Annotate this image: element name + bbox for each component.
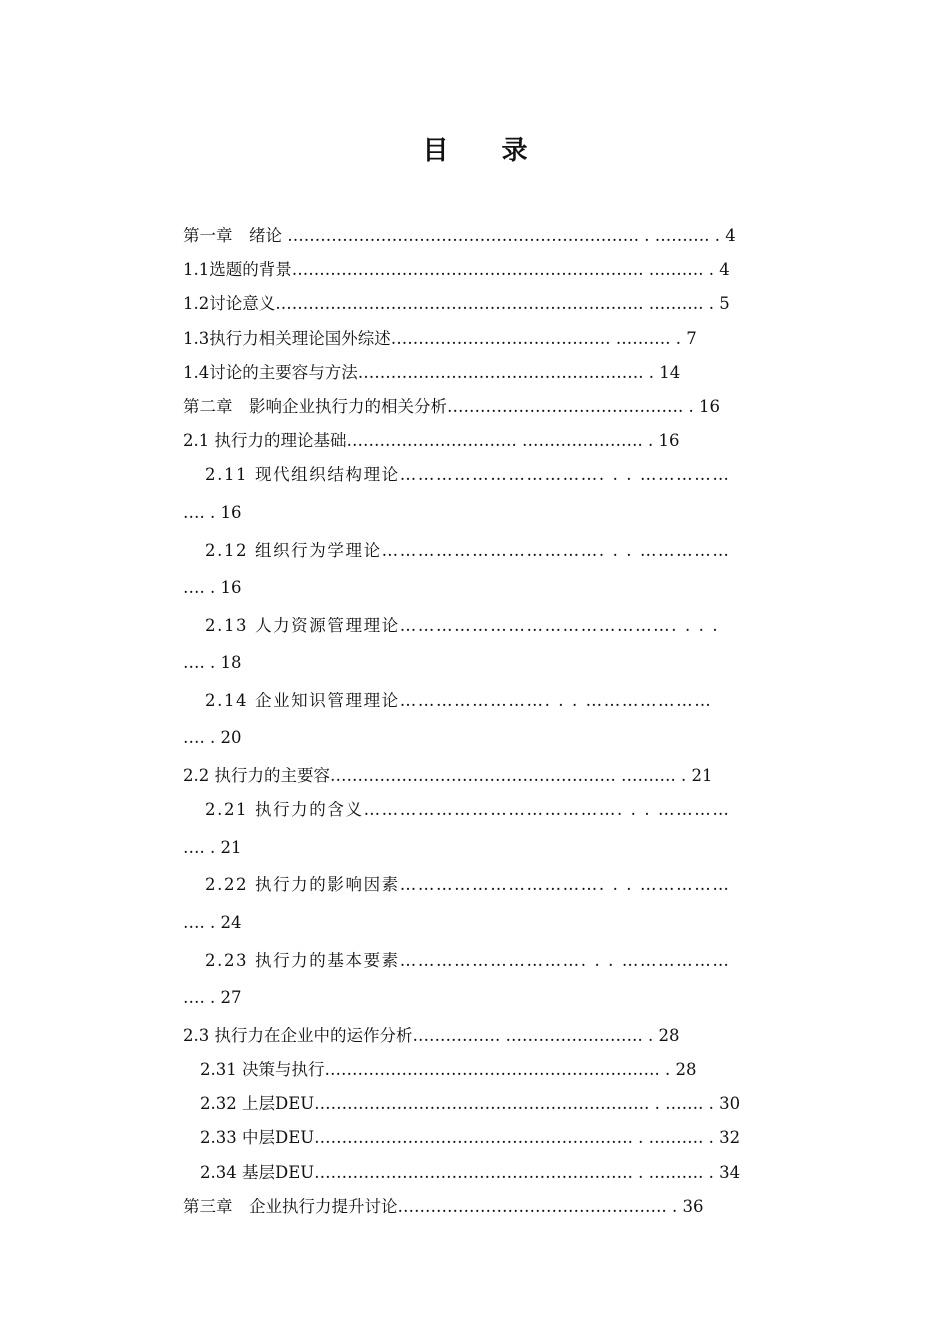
toc-entry-1-1[interactable]: 1.1选题的背景………………………………………………………. ………. . 4: [183, 260, 730, 280]
toc-entry-2-12[interactable]: 2.12 组织行为学理论………………………………. . . ……………: [205, 540, 731, 560]
toc-entry-chapter-1[interactable]: 第一章 绪论 ………………………………………………………. . ………. . 4: [183, 226, 736, 245]
table-of-contents: [183, 222, 805, 1227]
toc-entry-2-31[interactable]: 2.31 决策与执行……………………………………………………. . 28: [200, 1060, 697, 1079]
toc-entry-2-34[interactable]: 2.34 基层DEU…………………………………………………. . ………. . 34: [200, 1162, 741, 1182]
toc-entry-2-13-page: …. . 18: [183, 653, 242, 673]
toc-entry-2-14[interactable]: 2.14 企业知识管理理论……………………. . . …………………: [205, 690, 713, 710]
toc-entry-1-4[interactable]: 1.4讨论的主要容与方法……………………………………………. . 14: [183, 362, 681, 382]
toc-entry-2-23[interactable]: 2.23 执行力的基本要素…………………………. . . ………………: [205, 950, 731, 970]
toc-entry-2-1[interactable]: 2.1 执行力的理论基础…………………………. …………………. . 16: [183, 431, 680, 451]
toc-entry-1-2[interactable]: 1.2讨论意义…………………………………………………………. ………. . 5: [183, 294, 730, 314]
toc-entry-2-21[interactable]: 2.21 执行力的含义……………………………………. . . …………: [205, 800, 731, 820]
toc-entry-chapter-2[interactable]: 第二章 影响企业执行力的相关分析……………………………………. . 16: [183, 396, 720, 416]
toc-entry-2-11[interactable]: 2.11 现代组织结构理论……………………………. . . ……………: [205, 465, 731, 485]
toc-entry-2-13[interactable]: 2.13 人力资源管理理论………………………………………. . . .: [205, 615, 720, 635]
toc-entry-chapter-3[interactable]: 第三章 企业执行力提升讨论…………………………………………. . 36: [183, 1196, 704, 1216]
toc-entry-2-23-page: …. . 27: [183, 988, 242, 1008]
toc-entry-2-11-page: …. . 16: [183, 502, 242, 522]
toc-entry-1-3[interactable]: 1.3执行力相关理论国外综述…………………………………. ………. . 7: [183, 328, 697, 348]
toc-entry-2-21-page: …. . 21: [183, 837, 242, 857]
toc-entry-2-22[interactable]: 2.22 执行力的影响因素……………………………. . . ……………: [205, 875, 731, 895]
toc-entry-2-33[interactable]: 2.33 中层DEU…………………………………………………. . ………. . 32: [200, 1128, 741, 1148]
toc-entry-2-3[interactable]: 2.3 执行力在企业中的运作分析……………. ……………………. . 28: [183, 1025, 680, 1045]
toc-entry-2-14-page: …. . 20: [183, 728, 242, 748]
toc-entry-2-2[interactable]: 2.2 执行力的主要容……………………………………………. ………. . 21: [183, 766, 713, 786]
toc-entry-2-12-page: …. . 16: [183, 578, 242, 598]
page-title: 目 录: [422, 136, 550, 166]
toc-entry-2-32[interactable]: 2.32 上层DEU……………………………………………………. . ……. . 30: [200, 1094, 741, 1114]
toc-entry-2-22-page: …. . 24: [183, 913, 242, 933]
